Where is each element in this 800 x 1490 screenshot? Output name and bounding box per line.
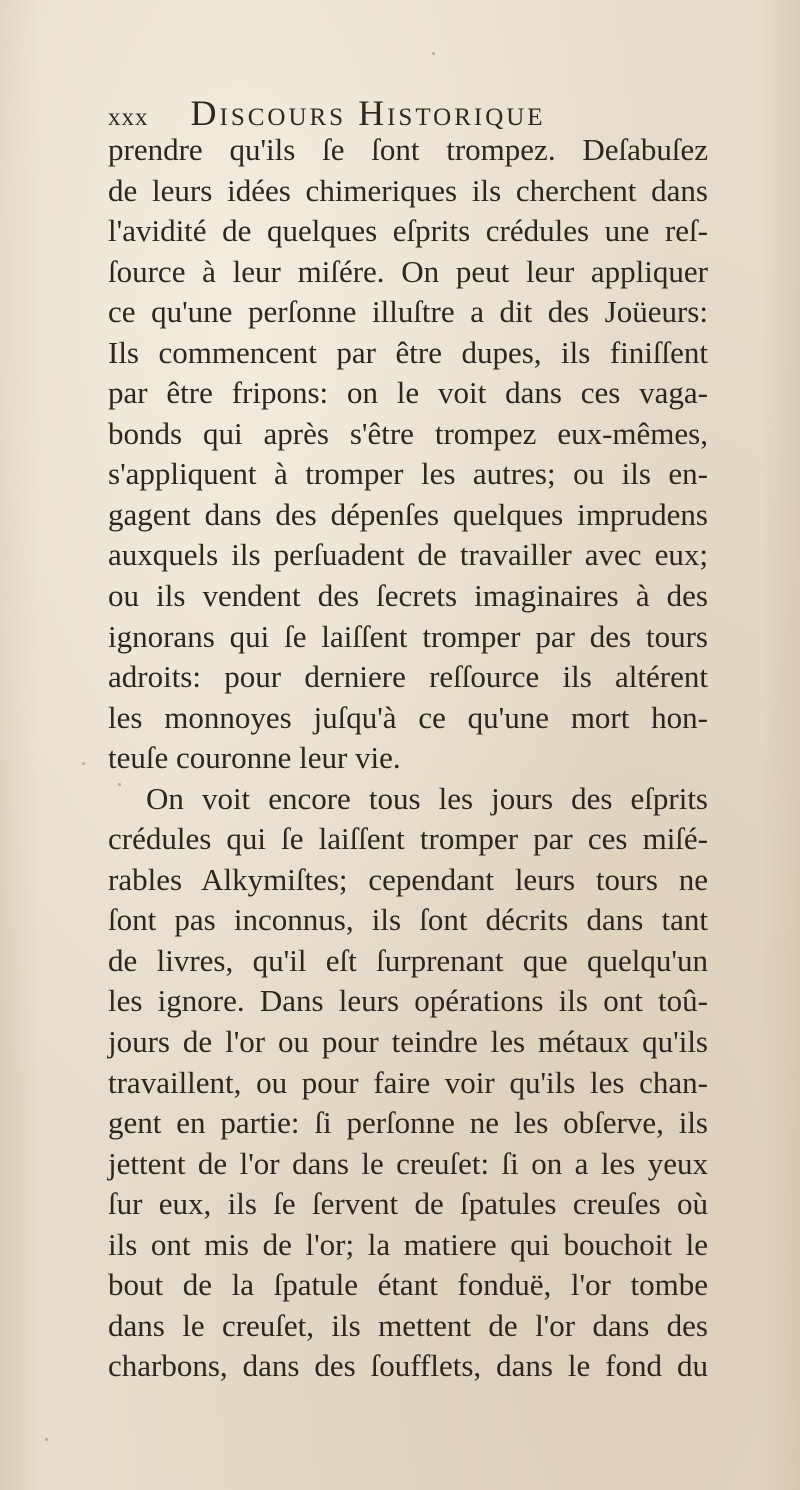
text-line: travaillent, ou pour faire voir qu'ils les chan- — [108, 1064, 708, 1100]
paper-speck — [118, 783, 121, 786]
text-line: de leurs idées chimeriques ils cherchent dans — [108, 172, 708, 208]
text-line: de livres, qu'il eſt ſurprenant que quelqu'un — [108, 942, 708, 978]
text-line: gagent dans des dépenſes quelques imprudens — [108, 496, 708, 532]
text-line: jours de l'or ou pour teindre les métaux qu'ils — [108, 1024, 708, 1060]
text-line: par être fripons: on le voit dans ces vaga- — [108, 375, 708, 411]
text-line: ſur eux, ils ſe ſervent de ſpatules creuſes où — [108, 1186, 708, 1222]
text-line: gent en partie: ſi perſonne ne les obſerve, ils — [108, 1105, 708, 1141]
body-text — [108, 130, 708, 1387]
text-line: ignorans qui ſe laiſſent tromper par des tours — [108, 618, 708, 654]
text-line: prendre qu'ils ſe ſont trompez. Deſabuſez — [108, 132, 708, 167]
text-line: l'avidité de quelques eſprits crédules une reſ- — [108, 213, 708, 249]
text-line: rables Alkymiſtes; cependant leurs tours ne — [108, 861, 708, 897]
text-line: dans le creuſet, ils mettent de l'or dans des — [108, 1307, 708, 1343]
text-line: charbons, dans des ſoufflets, dans le fond du — [108, 1348, 708, 1384]
text-line: les ignore. Dans leurs opérations ils ont toû- — [108, 983, 708, 1019]
running-title: Discours Historique — [190, 93, 546, 133]
text-line: ſource à leur miſére. On peut leur appliquer — [108, 253, 708, 289]
text-line: jettent de l'or dans le creuſet: ſi on a les yeux — [108, 1145, 708, 1181]
text-line: ou ils vendent des ſecrets imaginaires à des — [108, 578, 708, 614]
text-line: s'appliquent à tromper les autres; ou ils en- — [108, 456, 708, 492]
text-line: bout de la ſpatule étant fonduë, l'or tombe — [108, 1267, 708, 1303]
paper-speck — [45, 1438, 48, 1441]
text-line: auxquels ils perſuadent de travailler avec eux; — [108, 537, 708, 573]
text-line: ce qu'une perſonne illuſtre a dit des Joüeurs: — [108, 294, 708, 330]
text-line: les monnoyes juſqu'à ce qu'une mort hon- — [108, 699, 708, 735]
paragraph-start-line: On voit encore tous les jours des eſprits — [146, 780, 708, 816]
paragraph-end-line: teuſe couronne leur vie. — [108, 740, 401, 776]
paper-speck — [82, 762, 85, 765]
text-line: Ils commencent par être dupes, ils finiſſent — [108, 334, 708, 370]
text-line: bonds qui après s'être trompez eux-mêmes, — [108, 415, 708, 451]
text-line: ils ont mis de l'or; la matiere qui bouchoit le — [108, 1226, 708, 1262]
running-header — [108, 92, 668, 132]
text-line: ſont pas inconnus, ils ſont décrits dans tant — [108, 902, 708, 938]
text-line: adroits: pour derniere reſſource ils altérent — [108, 659, 708, 695]
paper-speck — [432, 52, 435, 55]
page-number: xxx — [108, 104, 149, 131]
text-line: crédules qui ſe laiſſent tromper par ces miſé- — [108, 821, 708, 857]
